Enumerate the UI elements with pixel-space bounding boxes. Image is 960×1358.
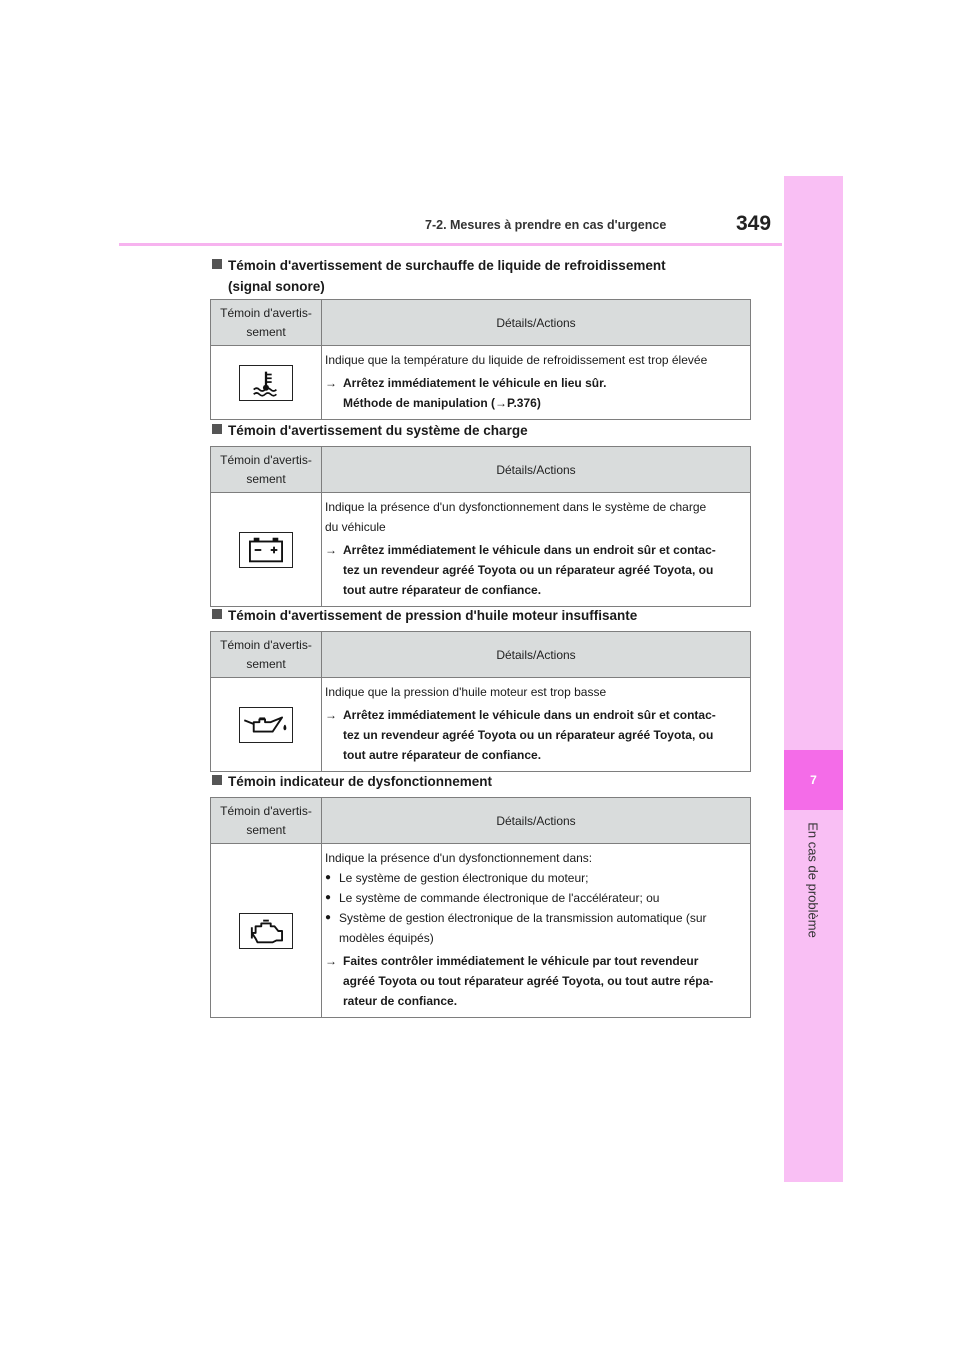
action-text: tout autre réparateur de confiance. (343, 748, 542, 762)
description-text: Indique que la pression d'huile moteur est trop basse (325, 685, 607, 699)
list-item: ● Le système de gestion électronique du moteur; (325, 868, 744, 888)
oil-pressure-warning-table (210, 631, 751, 772)
arrow-icon: → (495, 396, 507, 410)
col-header-details: Détails/Actions (322, 798, 751, 844)
engine-check-icon (239, 913, 293, 949)
action-text: rateur de confiance. (343, 994, 458, 1008)
details-cell (322, 844, 751, 1018)
square-bullet-icon (212, 424, 222, 434)
indicator-cell (211, 493, 322, 607)
heading-text: Témoin d'avertissement de surchauffe de liquide de refroidissement (228, 258, 666, 273)
arrow-icon: → (325, 708, 337, 722)
indicator-cell (211, 844, 322, 1018)
description-text: Indique la présence d'un dysfonctionnement dans: (325, 851, 593, 865)
section-heading-malfunction (212, 771, 492, 792)
details-cell (322, 346, 751, 420)
col-header-indicator: Témoin d'avertis- sement (211, 798, 322, 844)
coolant-temperature-icon (239, 365, 293, 401)
col-header-details: Détails/Actions (322, 300, 751, 346)
method-end: ) (536, 396, 541, 410)
section-title: 7-2. Mesures à prendre en cas d'urgence (425, 218, 667, 232)
col-header-indicator: Témoin d'avertis- sement (211, 447, 322, 493)
action-text: Arrêtez immédiatement le véhicule dans un endroit sûr et contac- (343, 543, 716, 557)
table-header-row (211, 632, 751, 678)
square-bullet-icon (212, 609, 222, 619)
chapter-side-tab (784, 176, 843, 1182)
table-row (211, 678, 751, 772)
action-text: tout autre réparateur de confiance. (343, 583, 542, 597)
charging-warning-table (210, 446, 751, 607)
description-text: Indique que la température du liquide de refroidissement est trop élevée (325, 353, 708, 367)
heading-text: Témoin d'avertissement du système de charge (228, 423, 528, 438)
col-header-details: Détails/Actions (322, 632, 751, 678)
table-header-row (211, 798, 751, 844)
col-header-indicator: Témoin d'avertis- sement (211, 632, 322, 678)
chapter-number-badge (784, 750, 843, 810)
heading-text: Témoin d'avertissement de pression d'huile moteur insuffisante (228, 608, 638, 623)
square-bullet-icon (212, 775, 222, 785)
action-text: Arrêtez immédiatement le véhicule dans un endroit sûr et contac- (343, 708, 716, 722)
col-header-indicator: Témoin d'avertis- sement (211, 300, 322, 346)
chapter-title: En cas de problème (805, 822, 821, 938)
oil-can-icon (239, 707, 293, 743)
arrow-icon: → (325, 954, 337, 968)
action-text: Faites contrôler immédiatement le véhicule par tout revendeur (343, 954, 699, 968)
section-heading-oil-pressure (212, 605, 637, 626)
action-text: agréé Toyota ou tout réparateur agréé Toyota, ou tout autre répa- (343, 974, 714, 988)
arrow-icon: → (325, 376, 337, 390)
chapter-number: 7 (810, 773, 817, 787)
details-cell (322, 493, 751, 607)
malfunction-indicator-table (210, 797, 751, 1018)
table-header-row (211, 300, 751, 346)
table-row (211, 493, 751, 607)
action-text: tez un revendeur agréé Toyota ou un réparateur agréé Toyota, ou (343, 728, 714, 742)
details-cell (322, 678, 751, 772)
method-label: Méthode de manipulation ( (343, 396, 495, 410)
battery-icon (239, 532, 293, 568)
section-heading-charging (212, 420, 528, 441)
indicator-cell (211, 346, 322, 420)
page-reference-link[interactable]: P.376 (507, 396, 537, 410)
arrow-icon: → (325, 543, 337, 557)
description-text: Indique la présence d'un dysfonctionnement dans le système de charge (325, 500, 707, 514)
page-number: 349 (736, 212, 772, 235)
coolant-warning-table (210, 299, 751, 420)
square-bullet-icon (212, 259, 222, 269)
indicator-cell (211, 678, 322, 772)
action-text: Arrêtez immédiatement le véhicule en lieu sûr. (343, 376, 607, 390)
col-header-details: Détails/Actions (322, 447, 751, 493)
list-item: ● Système de gestion électronique de la transmission automatique (sur modèles équipés) (325, 908, 744, 948)
heading-text: (signal sonore) (228, 279, 325, 294)
malfunction-list (325, 868, 744, 948)
section-heading-coolant (212, 255, 666, 297)
table-row (211, 346, 751, 420)
list-item: ● Le système de commande électronique de l'accélérateur; ou (325, 888, 744, 908)
action-text: tez un revendeur agréé Toyota ou un réparateur agréé Toyota, ou (343, 563, 714, 577)
table-header-row (211, 447, 751, 493)
heading-text: Témoin indicateur de dysfonctionnement (228, 774, 493, 789)
description-text: du véhicule (325, 520, 386, 534)
table-row (211, 844, 751, 1018)
header-divider (119, 243, 782, 246)
